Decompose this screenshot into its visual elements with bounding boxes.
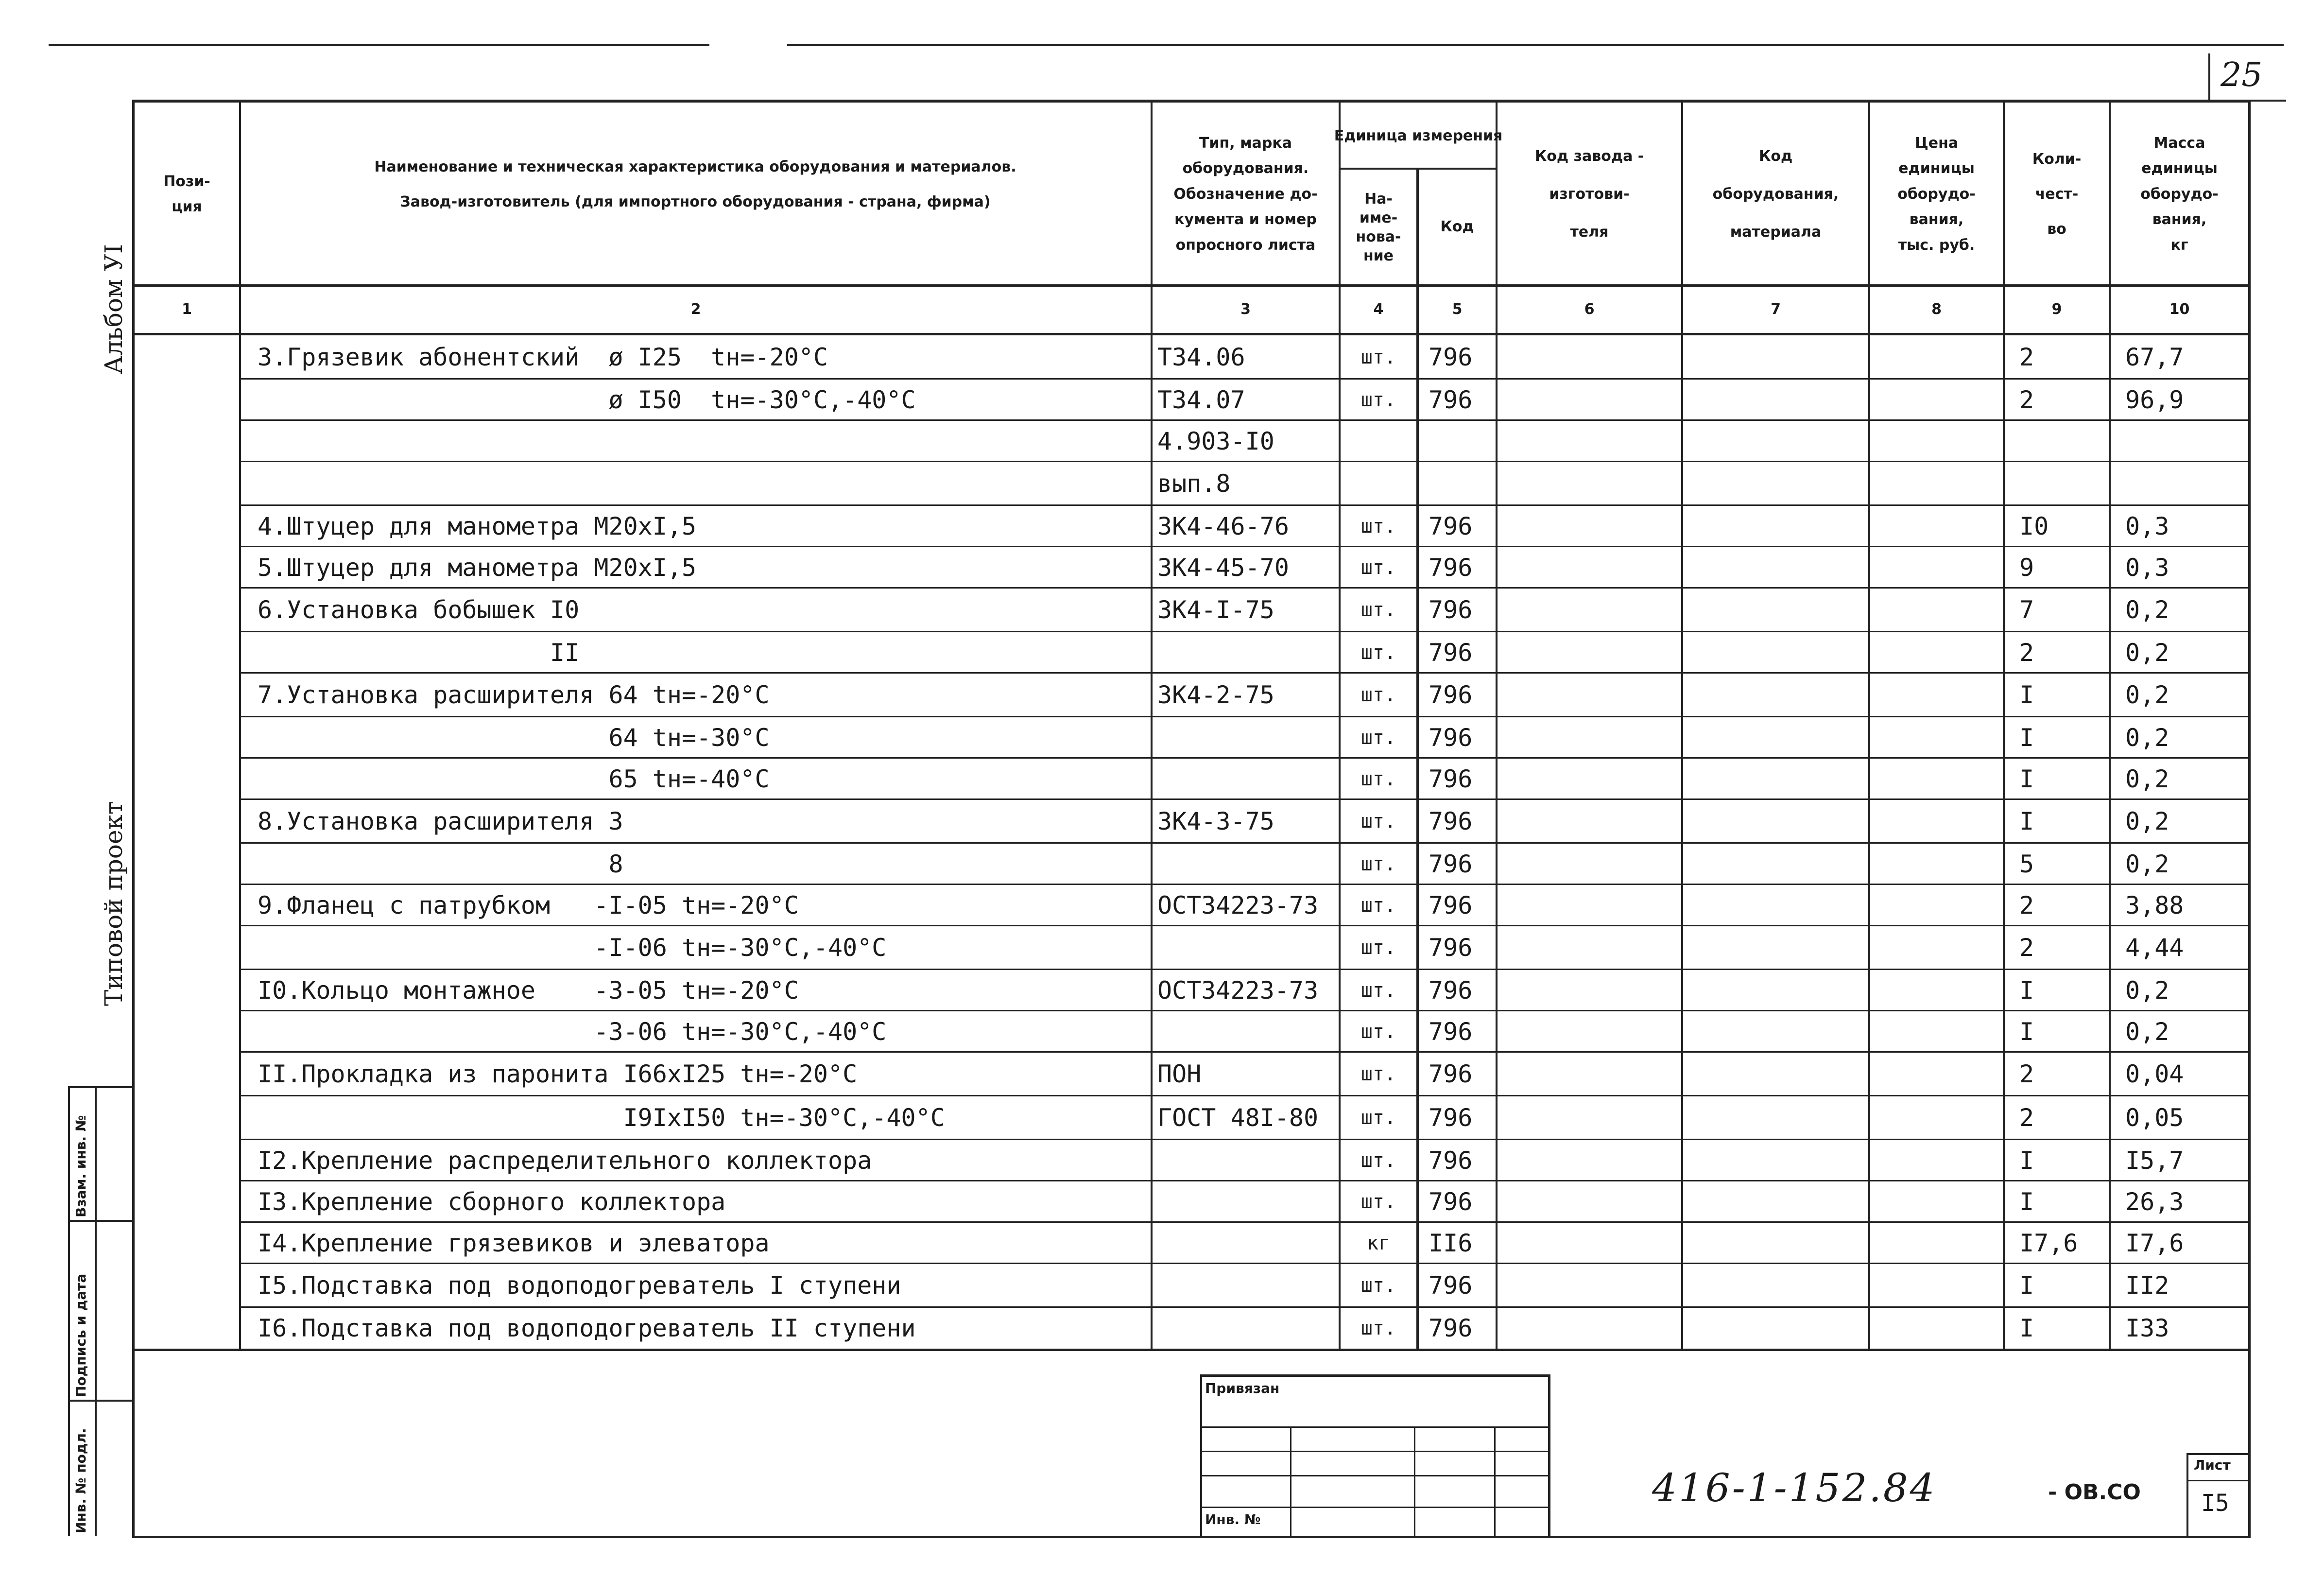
cell-unit: шт. [1360,937,1396,959]
cell-name [243,420,1150,462]
cell-doc: Т34.06 [1157,343,1245,371]
table-bottom-border [132,1536,2251,1538]
cell-code: 796 [1429,1187,1473,1216]
cell-unit: шт. [1360,346,1396,368]
cell-code: 796 [1429,976,1473,1005]
cell-doc: Т34.07 [1157,385,1245,414]
cell-qty: I [2019,976,2034,1005]
cell-mass: 0,2 [2125,681,2169,709]
cell-qty: 2 [2019,638,2034,667]
cell-doc [1153,926,1339,970]
cell-mass: 67,7 [2125,343,2184,371]
cell-code: 796 [1429,343,1473,371]
cell-qty: I [2019,807,2034,835]
cell-unit: шт. [1360,1149,1396,1172]
sheet-label: Лист [2194,1457,2231,1473]
cell-mass: 0,2 [2125,764,2169,793]
cell-qty: 2 [2019,385,2034,414]
cell-unit: шт. [1360,556,1396,579]
cell-qty: 2 [2019,1060,2034,1088]
margin-strip-left [68,1086,70,1536]
cell-mass: 0,2 [2125,1017,2169,1046]
header-unit: Единица измерения [1334,127,1503,144]
cell-code: 796 [1429,1017,1473,1046]
cell-doc: ПОН [1157,1060,1202,1088]
unit-header-divider [1339,168,1497,170]
cell-code: 796 [1429,1146,1473,1175]
cell-unit: шт. [1360,1020,1396,1043]
cell-mass: 0,2 [2125,976,2169,1005]
cell-qty: I [2019,723,2034,752]
cell-mass: 26,3 [2125,1187,2184,1216]
cell-unit: шт. [1360,852,1396,875]
cell-unit: шт. [1360,684,1396,706]
colnum-5: 5 [1452,301,1463,318]
cell-doc: ОСТ34223-73 [1157,976,1319,1005]
cell-mass: II2 [2125,1271,2169,1300]
sheet-box-top [2186,1453,2250,1455]
cell-name: 3.Грязевик абонентский ø I25 tн=-20°C [258,343,828,371]
stamp-col-1 [1290,1426,1291,1536]
cell-qty: 2 [2019,934,2034,962]
stamp-line-4 [1200,1507,1550,1508]
cell-qty: I [2019,1314,2034,1342]
cell-qty: 5 [2019,850,2034,878]
cell-doc [1153,1264,1339,1307]
colnum-3: 3 [1240,301,1251,318]
colnum-9: 9 [2051,301,2062,318]
side-label-project: Типовой проект [100,801,128,1006]
cell-code: 796 [1429,850,1473,878]
header-price: Цена единицы оборудо- вания, тыс. руб. [1897,134,1976,254]
cell-mass: 0,2 [2125,807,2169,835]
cell-unit: шт. [1360,1190,1396,1213]
cell-mass: 0,3 [2125,512,2169,540]
cell-name: I9IxI50 tн=-30°C,-40°C [258,1104,945,1132]
cell-unit: кг [1366,1232,1391,1254]
cell-qty: I0 [2019,512,2049,540]
cell-code: 796 [1429,1314,1473,1342]
cell-mass: 96,9 [2125,385,2184,414]
header-mass: Масса единицы оборудо- вания, кг [2140,134,2219,254]
cell-name: I2.Крепление распределительного коллектора [258,1146,872,1175]
cell-name: I3.Крепление сборного коллектора [258,1187,726,1216]
cell-mass: I33 [2125,1314,2169,1342]
cell-unit: шт. [1360,726,1396,749]
margin-strip-sep1 [68,1220,134,1222]
cell-code [1419,462,1496,505]
cell-code: 796 [1429,934,1473,962]
cell-unit: шт. [1360,641,1396,664]
cell-code: 796 [1429,1060,1473,1088]
cell-doc: ЗК4-45-70 [1157,553,1289,582]
stamp-top [1200,1374,1550,1377]
cell-unit: шт. [1360,1063,1396,1085]
colnum-10: 10 [2169,301,2190,318]
cell-name: II [258,638,580,667]
cell-unit: шт. [1360,1317,1396,1339]
cell-code: 796 [1429,512,1473,540]
cell-doc: ГОСТ 48I-80 [1157,1104,1319,1132]
cell-doc [1153,843,1339,885]
cell-mass: 0,2 [2125,596,2169,624]
cell-name: I6.Подставка под водоподогреватель II ступени [258,1314,916,1342]
cell-mass [2111,420,2248,462]
cell-mass: 0,05 [2125,1104,2184,1132]
cell-code: 796 [1429,807,1473,835]
stamp-privyazan: Привязан [1205,1380,1280,1396]
cell-name: II.Прокладка из паронита I66xI25 tн=-20°C [258,1060,858,1088]
cell-code: II6 [1429,1229,1473,1257]
cell-mass: 0,04 [2125,1060,2184,1088]
cell-doc [1153,1011,1339,1052]
header-type: Тип, марка оборудования. Обозначение до- кумента и номер опросного листа [1173,134,1318,254]
top-rule-right [787,44,2284,46]
cell-doc: вып.8 [1157,469,1231,498]
cell-name: 7.Установка расширителя 64 tн=-20°C [258,681,770,709]
cell-qty: 9 [2019,553,2034,582]
colnum-8: 8 [1931,301,1942,318]
stamp-left [1200,1374,1202,1536]
cell-doc [1153,1140,1339,1181]
cell-name: 8.Установка расширителя 3 [258,807,623,835]
cell-name: 4.Штуцер для манометра M20xI,5 [258,512,697,540]
cell-qty [2005,420,2109,462]
cell-doc [1153,758,1339,799]
cell-code: 796 [1429,1104,1473,1132]
sheet-number: I5 [2201,1490,2229,1517]
cell-qty: 2 [2019,343,2034,371]
sheet-box-left [2186,1453,2188,1536]
cell-code [1419,420,1496,462]
cell-code: 796 [1429,1271,1473,1300]
cell-name: 65 tн=-40°C [258,764,770,793]
cell-name [243,462,1150,505]
cell-name: 5.Штуцер для манометра M20xI,5 [258,553,697,582]
cell-code: 796 [1429,723,1473,752]
header-quantity: Коли- чест- во [2032,151,2082,238]
cell-qty: I7,6 [2019,1229,2078,1257]
cell-unit: шт. [1360,388,1396,411]
cell-doc [1153,632,1339,673]
cell-doc [1153,717,1339,758]
stamp-col-3 [1494,1426,1496,1536]
cell-unit: шт. [1360,1274,1396,1297]
cell-qty: 7 [2019,596,2034,624]
cell-code: 796 [1429,638,1473,667]
side-label-podpis: Подпись и дата [73,1273,89,1397]
colnum-2: 2 [690,301,701,318]
header-unit-name: На- име- нова- ние [1356,190,1401,264]
stamp-line-3 [1200,1475,1550,1476]
cell-name: I5.Подставка под водоподогреватель I ступени [258,1271,901,1300]
stamp-col-2 [1414,1426,1415,1536]
table-top-border [132,100,2251,103]
cell-name: 64 tн=-30°C [258,723,770,752]
document-code: 416-1-152.84 [1652,1465,1937,1510]
cell-name: 8 [258,850,623,878]
cell-unit: шт. [1360,810,1396,833]
cell-doc: ЗК4-3-75 [1157,807,1274,835]
cell-qty: I [2019,764,2034,793]
colnum-4: 4 [1373,301,1384,318]
cell-name: ø I50 tн=-30°C,-40°C [258,385,916,414]
header-factory-code: Код завода - изготови- теля [1534,148,1644,241]
cell-mass [2111,462,2248,505]
cell-code: 796 [1429,681,1473,709]
stamp-inv-no: Инв. № [1205,1511,1261,1527]
cell-qty: I [2019,1187,2034,1216]
cell-name: -I-06 tн=-30°C,-40°C [258,934,887,962]
header-name: Наименование и техническая характеристика оборудования и материалов. Завод-изготовитель (для импортного оборудования - страна, фирма) [374,158,1016,210]
cell-code: 796 [1429,553,1473,582]
cell-mass: 0,2 [2125,638,2169,667]
cell-code: 796 [1429,764,1473,793]
cell-doc: ЗК4-2-75 [1157,681,1274,709]
colnum-6: 6 [1584,301,1595,318]
cell-code: 796 [1429,385,1473,414]
cell-unit [1341,462,1416,505]
colnum-7: 7 [1771,301,1781,318]
cell-mass: 3,88 [2125,891,2184,920]
table-body-bottom [132,1349,2251,1351]
cell-qty: I [2019,1146,2034,1175]
side-label-inv: Инв. № подл. [73,1428,89,1533]
page-number-box-left [2208,53,2210,101]
cell-name: 9.Фланец с патрубком -I-05 tн=-20°C [258,891,799,920]
side-label-vzam: Взам. инв. № [73,1115,89,1217]
stamp-right [1548,1374,1550,1536]
colnum-1: 1 [182,301,192,318]
cell-doc: ЗК4-I-75 [1157,596,1274,624]
sheet-box-mid [2186,1480,2250,1481]
cell-qty: 2 [2019,1104,2034,1132]
stamp-line-1 [1200,1426,1550,1428]
cell-unit: шт. [1360,767,1396,790]
side-label-album: Альбом УІ [100,244,128,374]
header-equipment-code: Код оборудования, материала [1712,148,1839,241]
cell-qty: 2 [2019,891,2034,920]
top-rule-left [49,44,709,46]
document-suffix: - ОВ.СО [2048,1480,2141,1505]
cell-unit: шт. [1360,894,1396,917]
margin-strip-mid [95,1086,97,1536]
header-position: Пози- ция [163,173,210,215]
cell-mass: I5,7 [2125,1146,2184,1175]
stamp-line-2 [1200,1451,1550,1452]
header-unit-code: Код [1440,218,1474,236]
page-number: 25 [2221,56,2263,94]
cell-doc [1153,1307,1339,1349]
cell-doc [1153,1222,1339,1264]
cell-mass: I7,6 [2125,1229,2184,1257]
cell-doc: 4.903-I0 [1157,427,1274,455]
cell-qty: I [2019,1017,2034,1046]
cell-name: I4.Крепление грязевиков и элеватора [258,1229,770,1257]
cell-mass: 0,3 [2125,553,2169,582]
table-right-border [2248,100,2251,1538]
cell-code: 796 [1429,596,1473,624]
cell-name: I0.Кольцо монтажное -3-05 tн=-20°C [258,976,799,1005]
margin-strip-top [68,1086,134,1088]
cell-unit: шт. [1360,599,1396,621]
cell-unit: шт. [1360,1107,1396,1129]
cell-qty: I [2019,1271,2034,1300]
cell-unit: шт. [1360,979,1396,1002]
margin-strip-sep2 [68,1400,134,1402]
cell-qty: I [2019,681,2034,709]
cell-doc: ОСТ34223-73 [1157,891,1319,920]
cell-mass: 0,2 [2125,723,2169,752]
cell-name: -3-06 tн=-30°C,-40°C [258,1017,887,1046]
cell-unit [1341,420,1416,462]
cell-doc [1153,1181,1339,1222]
cell-code: 796 [1429,891,1473,920]
cell-qty [2005,462,2109,505]
cell-mass: 0,2 [2125,850,2169,878]
cell-name: 6.Установка бобышек I0 [258,596,580,624]
cell-unit: шт. [1360,515,1396,538]
cell-doc: ЗК4-46-76 [1157,512,1289,540]
cell-mass: 4,44 [2125,934,2184,962]
